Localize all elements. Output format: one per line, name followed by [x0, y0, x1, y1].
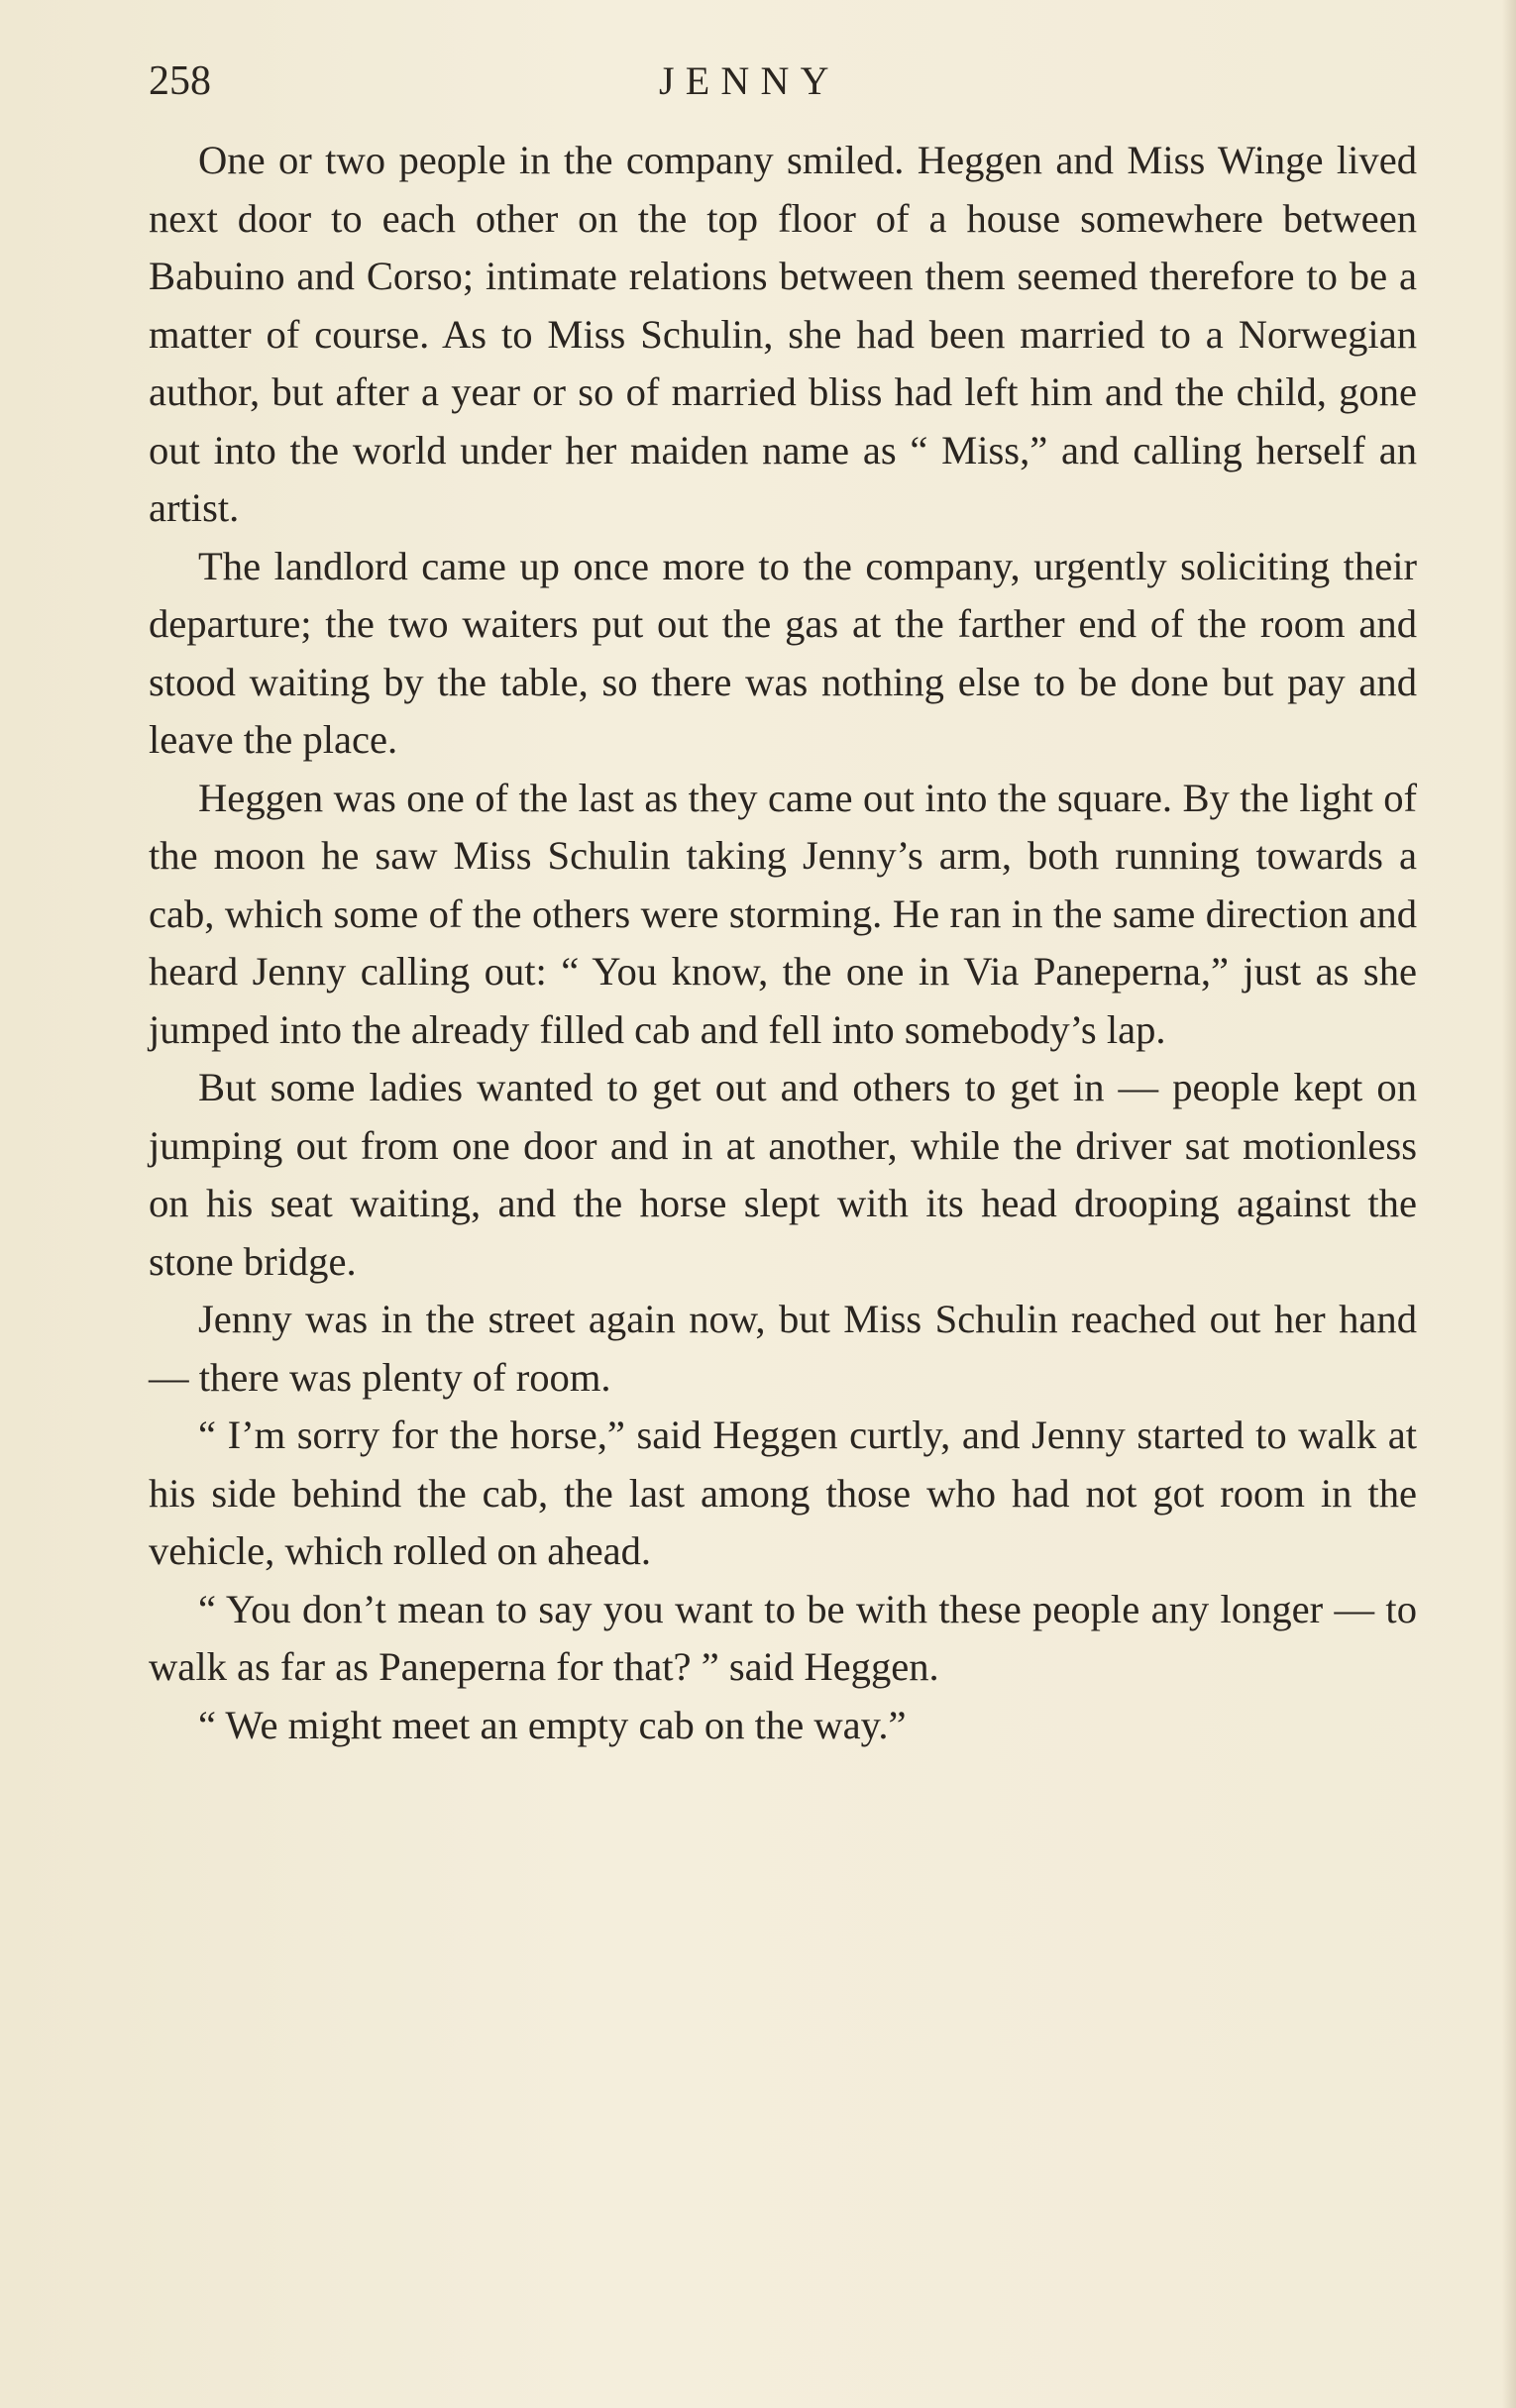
paragraph: The landlord came up once more to the company, urgently soliciting their departure; the two waiters put out the gas at the farther end of the room and stood waiting by the table, so there was nothing else to be done but pay and leave the place.: [149, 543, 1417, 762]
page-edge-shadow: [1502, 0, 1516, 2408]
body-text: [149, 132, 1417, 1754]
paragraph: But some ladies wanted to get out and others to get in — people kept on jumping out from one door and in at another, while the driver sat motionless on his seat waiting, and the horse slept with its head drooping against the stone bridge.: [149, 1065, 1417, 1284]
paragraph: “ I’m sorry for the horse,” said Heggen curtly, and Jenny started to walk at his side behind the cab, the last among those who had not got room in the vehicle, which rolled on ahead.: [149, 1413, 1417, 1573]
paragraph: Heggen was one of the last as they came out into the square. By the light of the moon he saw Miss Schulin taking Jenny’s arm, both running towards a cab, which some of the others were storming. He ran in the same direction and heard Jenny calling out: “ You know, the one in Via Paneperna,” just as she jumped into the already filled cab and fell into somebody’s lap.: [149, 775, 1417, 1052]
paragraph: “ You don’t mean to say you want to be with these people any longer — to walk as far as Paneperna for that? ” said Heggen.: [149, 1586, 1417, 1689]
page-header: [149, 52, 1417, 111]
paragraph: Jenny was in the street again now, but Miss Schulin reached out her hand — there was plenty of room.: [149, 1297, 1417, 1400]
page-number: 258: [149, 58, 211, 104]
running-head-title: JENNY: [659, 58, 840, 103]
paragraph: One or two people in the company smiled. Heggen and Miss Winge lived next door to each other on the top floor of a house somewhere between Babuino and Corso; intimate relations between them seemed therefore to be a matter of course. As to Miss Schulin, she had been married to a Norwegian author, but after a year or so of married bliss had left him and the child, gone out into the world under her maiden name as “ Miss,” and calling herself an artist.: [149, 138, 1417, 530]
paragraph: “ We might meet an empty cab on the way.”: [198, 1702, 907, 1747]
